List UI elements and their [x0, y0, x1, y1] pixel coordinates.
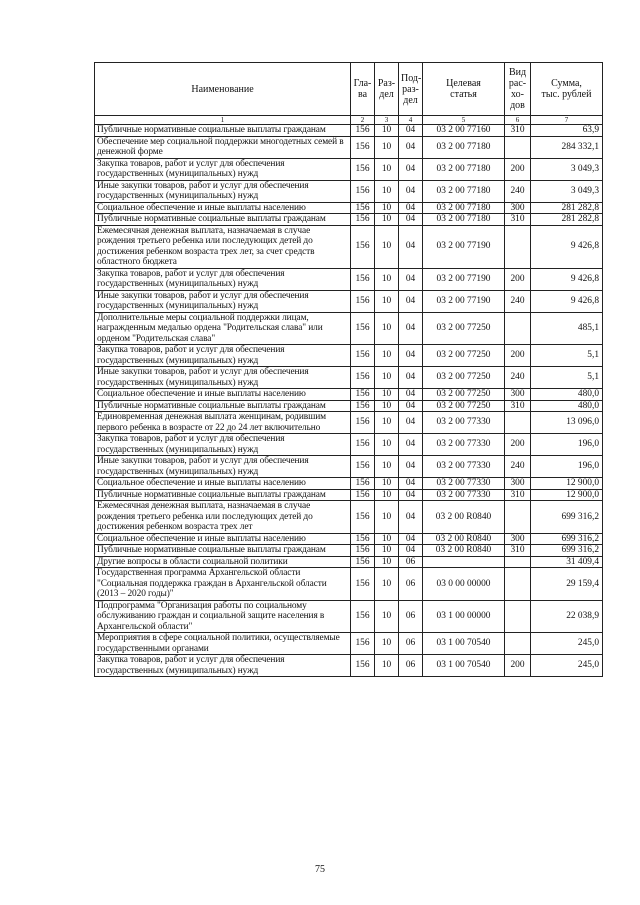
cell-vid: 300 [505, 202, 531, 214]
cell-sum: 3 049,3 [531, 158, 603, 180]
cell-sum: 22 038,9 [531, 600, 603, 633]
table-row [95, 136, 603, 158]
cell-target: 03 1 00 70540 [423, 633, 505, 655]
cell-razdel: 10 [375, 180, 399, 202]
cell-name: Иные закупки товаров, работ и услуг для обеспечения государственных (муниципальных) нужд [95, 456, 351, 478]
cell-name: Иные закупки товаров, работ и услуг для обеспечения государственных (муниципальных) нужд [95, 367, 351, 389]
cell-podrazdel: 06 [399, 568, 423, 601]
cell-sum: 281 282,8 [531, 202, 603, 214]
cell-razdel: 10 [375, 478, 399, 490]
cell-podrazdel: 04 [399, 367, 423, 389]
cell-name: Публичные нормативные социальные выплаты гражданам [95, 400, 351, 412]
cell-razdel: 10 [375, 125, 399, 137]
cell-podrazdel: 06 [399, 655, 423, 677]
cell-name: Публичные нормативные социальные выплаты гражданам [95, 489, 351, 501]
table-row [95, 478, 603, 490]
cell-glava: 156 [351, 489, 375, 501]
table-row [95, 367, 603, 389]
cell-target: 03 2 00 77190 [423, 290, 505, 312]
cell-vid: 300 [505, 533, 531, 545]
cell-razdel: 10 [375, 434, 399, 456]
cell-name: Закупка товаров, работ и услуг для обеспечения государственных (муниципальных) нужд [95, 655, 351, 677]
cell-vid: 200 [505, 268, 531, 290]
cell-podrazdel: 04 [399, 202, 423, 214]
table-row [95, 225, 603, 268]
cell-sum: 480,0 [531, 389, 603, 401]
cell-name: Мероприятия в сфере социальной политики, осуществляемые государственными органами [95, 633, 351, 655]
cell-sum: 5,1 [531, 345, 603, 367]
cell-glava: 156 [351, 225, 375, 268]
cell-name: Закупка товаров, работ и услуг для обеспечения государственных (муниципальных) нужд [95, 158, 351, 180]
cell-name: Публичные нормативные социальные выплаты гражданам [95, 545, 351, 557]
cell-sum: 12 900,0 [531, 489, 603, 501]
cell-name: Публичные нормативные социальные выплаты гражданам [95, 125, 351, 137]
table-row [95, 400, 603, 412]
cell-glava: 156 [351, 268, 375, 290]
table-body [95, 125, 603, 677]
cell-podrazdel: 04 [399, 158, 423, 180]
cell-name: Закупка товаров, работ и услуг для обеспечения государственных (муниципальных) нужд [95, 268, 351, 290]
table-row [95, 202, 603, 214]
cell-glava: 156 [351, 478, 375, 490]
cell-glava: 156 [351, 400, 375, 412]
header-name: Наименование [95, 63, 351, 116]
budget-table [94, 62, 603, 677]
cell-sum: 281 282,8 [531, 214, 603, 226]
cell-glava: 156 [351, 136, 375, 158]
cell-glava: 156 [351, 600, 375, 633]
cell-razdel: 10 [375, 412, 399, 434]
cell-glava: 156 [351, 456, 375, 478]
cell-vid: 310 [505, 545, 531, 557]
colnum: 2 [351, 116, 375, 125]
cell-target: 03 2 00 77250 [423, 367, 505, 389]
colnum: 5 [423, 116, 505, 125]
cell-target: 03 2 00 77160 [423, 125, 505, 137]
table-row [95, 489, 603, 501]
cell-podrazdel: 06 [399, 633, 423, 655]
cell-sum: 9 426,8 [531, 290, 603, 312]
colnum: 6 [505, 116, 531, 125]
table-row [95, 600, 603, 633]
cell-name: Другие вопросы в области социальной политики [95, 556, 351, 568]
cell-name: Обеспечение мер социальной поддержки многодетных семей в денежной форме [95, 136, 351, 158]
cell-target: 03 2 00 77250 [423, 312, 505, 345]
column-number-row [95, 116, 603, 125]
cell-razdel: 10 [375, 533, 399, 545]
table-row [95, 568, 603, 601]
cell-target: 03 2 00 77330 [423, 412, 505, 434]
table-row [95, 533, 603, 545]
cell-sum: 245,0 [531, 655, 603, 677]
page-number: 75 [315, 864, 325, 875]
cell-name: Подпрограмма "Организация работы по социальному обслуживанию граждан и социальной защите населения в Архангельской области" [95, 600, 351, 633]
cell-razdel: 10 [375, 556, 399, 568]
cell-sum: 9 426,8 [531, 268, 603, 290]
cell-name: Дополнительные меры социальной поддержки лицам, награжденным медалью ордена "Родительская слава" или орденом "Родительская слава" [95, 312, 351, 345]
cell-name: Публичные нормативные социальные выплаты гражданам [95, 214, 351, 226]
cell-target: 03 2 00 77330 [423, 434, 505, 456]
cell-glava: 156 [351, 312, 375, 345]
cell-name: Государственная программа Архангельской области "Социальная поддержка граждан в Архангельской области (2013 – 2020 годы)" [95, 568, 351, 601]
cell-vid: 200 [505, 345, 531, 367]
cell-vid: 300 [505, 478, 531, 490]
cell-target: 03 2 00 77190 [423, 268, 505, 290]
cell-sum: 63,9 [531, 125, 603, 137]
cell-vid [505, 556, 531, 568]
table-row [95, 655, 603, 677]
cell-glava: 156 [351, 290, 375, 312]
cell-name: Ежемесячная денежная выплата, назначаемая в случае рождения третьего ребенка или последующих детей до достижения ребенком возраста трех лет [95, 501, 351, 534]
cell-razdel: 10 [375, 389, 399, 401]
cell-podrazdel: 04 [399, 290, 423, 312]
table-row [95, 345, 603, 367]
table-row [95, 268, 603, 290]
cell-razdel: 10 [375, 633, 399, 655]
cell-target: 03 2 00 77330 [423, 456, 505, 478]
cell-name: Социальное обеспечение и иные выплаты населению [95, 533, 351, 545]
table-row [95, 545, 603, 557]
cell-glava: 156 [351, 158, 375, 180]
cell-target: 03 2 00 77250 [423, 400, 505, 412]
cell-target: 03 2 00 77330 [423, 478, 505, 490]
cell-razdel: 10 [375, 367, 399, 389]
cell-name: Единовременная денежная выплата женщинам, родившим первого ребенка в возрасте от 22 до 24 лет включительно [95, 412, 351, 434]
header-glava: Гла- ва [351, 63, 375, 116]
cell-podrazdel: 04 [399, 136, 423, 158]
cell-podrazdel: 04 [399, 225, 423, 268]
cell-podrazdel: 06 [399, 600, 423, 633]
cell-name: Иные закупки товаров, работ и услуг для обеспечения государственных (муниципальных) нужд [95, 180, 351, 202]
table-row [95, 158, 603, 180]
cell-vid [505, 136, 531, 158]
cell-razdel: 10 [375, 345, 399, 367]
cell-name: Иные закупки товаров, работ и услуг для обеспечения государственных (муниципальных) нужд [95, 290, 351, 312]
cell-podrazdel: 04 [399, 501, 423, 534]
cell-name: Социальное обеспечение и иные выплаты населению [95, 389, 351, 401]
cell-target: 03 2 00 77180 [423, 158, 505, 180]
cell-vid [505, 225, 531, 268]
cell-sum: 12 900,0 [531, 478, 603, 490]
cell-razdel: 10 [375, 400, 399, 412]
cell-vid [505, 412, 531, 434]
cell-vid [505, 600, 531, 633]
cell-vid [505, 312, 531, 345]
table-row [95, 125, 603, 137]
cell-razdel: 10 [375, 290, 399, 312]
cell-podrazdel: 04 [399, 533, 423, 545]
cell-target: 03 2 00 77250 [423, 345, 505, 367]
cell-sum: 699 316,2 [531, 501, 603, 534]
cell-razdel: 10 [375, 456, 399, 478]
cell-podrazdel: 04 [399, 412, 423, 434]
cell-glava: 156 [351, 533, 375, 545]
cell-vid: 240 [505, 367, 531, 389]
cell-target: 03 2 00 77180 [423, 214, 505, 226]
header-razdel: Раз- дел [375, 63, 399, 116]
cell-name: Закупка товаров, работ и услуг для обеспечения государственных (муниципальных) нужд [95, 434, 351, 456]
cell-podrazdel: 04 [399, 434, 423, 456]
table-row [95, 412, 603, 434]
cell-target: 03 1 00 00000 [423, 600, 505, 633]
cell-glava: 156 [351, 556, 375, 568]
cell-target: 03 2 00 R0840 [423, 533, 505, 545]
cell-glava: 156 [351, 180, 375, 202]
cell-target: 03 2 00 77330 [423, 489, 505, 501]
header-podrazdel: Под- раз- дел [399, 63, 423, 116]
cell-podrazdel: 04 [399, 400, 423, 412]
cell-vid [505, 633, 531, 655]
cell-razdel: 10 [375, 501, 399, 534]
colnum: 3 [375, 116, 399, 125]
cell-podrazdel: 04 [399, 389, 423, 401]
cell-target: 03 2 00 77250 [423, 389, 505, 401]
cell-razdel: 10 [375, 225, 399, 268]
cell-target: 03 0 00 00000 [423, 568, 505, 601]
cell-podrazdel: 06 [399, 556, 423, 568]
cell-razdel: 10 [375, 268, 399, 290]
table-row [95, 389, 603, 401]
header-vid: Вид рас- хо- дов [505, 63, 531, 116]
cell-razdel: 10 [375, 136, 399, 158]
cell-target: 03 1 00 70540 [423, 655, 505, 677]
cell-sum: 485,1 [531, 312, 603, 345]
cell-podrazdel: 04 [399, 214, 423, 226]
cell-name: Социальное обеспечение и иные выплаты населению [95, 202, 351, 214]
table-row [95, 180, 603, 202]
cell-sum: 699 316,2 [531, 533, 603, 545]
cell-sum: 196,0 [531, 456, 603, 478]
cell-glava: 156 [351, 545, 375, 557]
cell-glava: 156 [351, 125, 375, 137]
cell-podrazdel: 04 [399, 312, 423, 345]
cell-glava: 156 [351, 568, 375, 601]
cell-target [423, 556, 505, 568]
cell-sum: 284 332,1 [531, 136, 603, 158]
cell-vid: 310 [505, 489, 531, 501]
cell-razdel: 10 [375, 158, 399, 180]
cell-sum: 196,0 [531, 434, 603, 456]
cell-target: 03 2 00 77190 [423, 225, 505, 268]
cell-vid: 200 [505, 434, 531, 456]
cell-vid: 310 [505, 400, 531, 412]
table-row [95, 633, 603, 655]
cell-vid: 310 [505, 125, 531, 137]
cell-target: 03 2 00 R0840 [423, 545, 505, 557]
cell-vid: 240 [505, 180, 531, 202]
cell-razdel: 10 [375, 202, 399, 214]
cell-sum: 245,0 [531, 633, 603, 655]
colnum: 7 [531, 116, 603, 125]
cell-target: 03 2 00 77180 [423, 180, 505, 202]
cell-razdel: 10 [375, 489, 399, 501]
table-row [95, 214, 603, 226]
cell-target: 03 2 00 R0840 [423, 501, 505, 534]
cell-sum: 5,1 [531, 367, 603, 389]
cell-sum: 13 096,0 [531, 412, 603, 434]
cell-glava: 156 [351, 214, 375, 226]
cell-name: Ежемесячная денежная выплата, назначаемая в случае рождения третьего ребенка или последующих детей до достижения ребенком возраста трех лет, за счет средств областного бюджета [95, 225, 351, 268]
cell-podrazdel: 04 [399, 456, 423, 478]
cell-podrazdel: 04 [399, 180, 423, 202]
header-target: Целевая статья [423, 63, 505, 116]
cell-podrazdel: 04 [399, 545, 423, 557]
cell-vid: 200 [505, 158, 531, 180]
cell-podrazdel: 04 [399, 489, 423, 501]
cell-razdel: 10 [375, 655, 399, 677]
table-row [95, 556, 603, 568]
cell-vid: 310 [505, 214, 531, 226]
cell-razdel: 10 [375, 545, 399, 557]
cell-target: 03 2 00 77180 [423, 202, 505, 214]
table-row [95, 434, 603, 456]
cell-razdel: 10 [375, 600, 399, 633]
cell-vid: 240 [505, 290, 531, 312]
table-row [95, 456, 603, 478]
cell-podrazdel: 04 [399, 125, 423, 137]
cell-target: 03 2 00 77180 [423, 136, 505, 158]
cell-podrazdel: 04 [399, 268, 423, 290]
cell-name: Закупка товаров, работ и услуг для обеспечения государственных (муниципальных) нужд [95, 345, 351, 367]
cell-sum: 3 049,3 [531, 180, 603, 202]
cell-razdel: 10 [375, 568, 399, 601]
cell-glava: 156 [351, 633, 375, 655]
table-row [95, 501, 603, 534]
budget-table-container [94, 62, 602, 677]
cell-sum: 31 409,4 [531, 556, 603, 568]
cell-vid [505, 568, 531, 601]
cell-glava: 156 [351, 345, 375, 367]
cell-glava: 156 [351, 367, 375, 389]
cell-glava: 156 [351, 434, 375, 456]
cell-podrazdel: 04 [399, 345, 423, 367]
cell-podrazdel: 04 [399, 478, 423, 490]
table-row [95, 312, 603, 345]
cell-sum: 29 159,4 [531, 568, 603, 601]
cell-razdel: 10 [375, 214, 399, 226]
colnum: 1 [95, 116, 351, 125]
cell-vid [505, 501, 531, 534]
cell-vid: 200 [505, 655, 531, 677]
cell-vid: 240 [505, 456, 531, 478]
colnum: 4 [399, 116, 423, 125]
header-sum: Сумма, тыс. рублей [531, 63, 603, 116]
table-header-row [95, 63, 603, 116]
cell-glava: 156 [351, 412, 375, 434]
cell-sum: 480,0 [531, 400, 603, 412]
cell-sum: 699 316,2 [531, 545, 603, 557]
cell-name: Социальное обеспечение и иные выплаты населению [95, 478, 351, 490]
cell-glava: 156 [351, 655, 375, 677]
cell-glava: 156 [351, 202, 375, 214]
cell-sum: 9 426,8 [531, 225, 603, 268]
cell-razdel: 10 [375, 312, 399, 345]
cell-vid: 300 [505, 389, 531, 401]
cell-glava: 156 [351, 389, 375, 401]
table-row [95, 290, 603, 312]
cell-glava: 156 [351, 501, 375, 534]
